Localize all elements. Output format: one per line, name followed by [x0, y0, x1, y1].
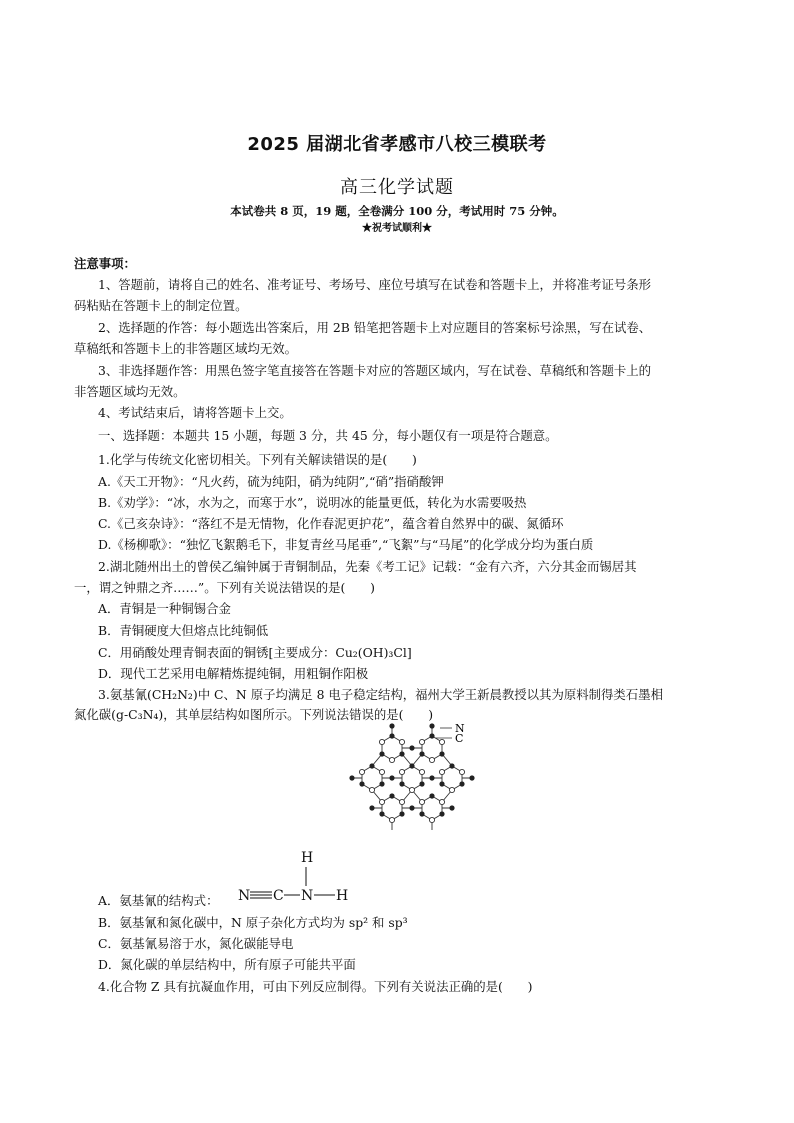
exam-wish: ★祝考试顺利★ [362, 223, 432, 234]
q2-option-c: C．用硝酸处理青铜表面的铜锈[主要成分：Cu₂(OH)₃Cl] [98, 645, 412, 660]
q3-stem-line-1: 3.氨基氰(CH₂N₂)中 C、N 原子均满足 8 电子稳定结构，福州大学王新晨教授以其为原料制得类石墨相 [98, 687, 663, 702]
q2-stem-line-2: 一，谓之钟鼎之齐……”。下列有关说法错误的是( ) [74, 580, 375, 595]
note-1-line-2: 码粘贴在答题卡上的制定位置。 [74, 298, 248, 313]
q2-option-b: B．青铜硬度大但熔点比纯铜低 [98, 623, 269, 638]
q2-option-a: A．青铜是一种铜锡合金 [98, 601, 231, 616]
q1-option-b: B.《劝学》：“冰，水为之，而寒于水”，说明冰的能量更低，转化为水需要吸热 [98, 495, 527, 510]
note-1-line-1: 1、答题前，请将自己的姓名、准考证号、考场号、座位号填写在试卷和答题卡上，并将准考证号条形 [98, 277, 652, 292]
q3-option-c: C．氨基氰易溶于水，氮化碳能导电 [98, 936, 294, 951]
note-2-line-2: 草稿纸和答题卡上的非答题区域均无效。 [74, 341, 298, 356]
q3-option-a: A．氨基氰的结构式： [98, 893, 219, 908]
q1-option-d: D.《杨柳歌》：“独忆飞絮鹅毛下，非复青丝马尾垂”,“飞絮”与“马尾”的化学成分均为蛋白质 [98, 537, 594, 552]
exam-title: 2025 届湖北省孝感市八校三模联考 [247, 134, 547, 155]
notes-heading: 注意事项： [74, 256, 136, 271]
q1-stem: 1.化学与传统文化密切相关。下列有关解读错误的是( ) [98, 452, 417, 467]
section-heading: 一、选择题：本题共 15 小题，每题 3 分，共 45 分，每小题仅有一项是符合题意。 [98, 428, 558, 443]
exam-subtitle: 高三化学试题 [340, 177, 454, 198]
formula-c: C [273, 888, 284, 904]
q1-option-c: C.《己亥杂诗》：“落红不是无情物，化作春泥更护花”，蕴含着自然界中的碳、氮循环 [98, 516, 564, 531]
note-4: 4、考试结束后，请将答题卡上交。 [98, 405, 292, 420]
formula-n-left: N [238, 888, 251, 904]
note-2-line-1: 2、选择题的作答：每小题选出答案后，用 2B 铅笔把答题卡上对应题目的答案标号涂黑，写在试卷、 [98, 320, 652, 335]
note-3-line-1: 3、非选择题作答：用黑色签字笔直接答在答题卡对应的答题区域内，写在试卷、草稿纸和答题卡上的 [98, 363, 652, 378]
note-3-line-2: 非答题区域均无效。 [74, 384, 186, 399]
q1-option-a: A.《天工开物》：“凡火药，硫为纯阳，硝为纯阴”,“硝”指硝酸钾 [98, 474, 444, 489]
q3-stem-line-2: 氮化碳(g-C₃N₄)，其单层结构如图所示。下列说法错误的是( ) [74, 707, 434, 722]
q2-stem-line-1: 2.湖北随州出土的曾侯乙编钟属于青铜制品，先秦《考工记》记载：“金有六齐，六分其金而锡居其 [98, 559, 637, 574]
legend-c-label: C [455, 732, 464, 745]
g-c3n4-structure-diagram [344, 716, 484, 840]
formula-n-right: N [301, 888, 314, 904]
formula-h-top: H [301, 850, 314, 866]
formula-h-right: H [336, 888, 349, 904]
q3-option-d: D．氮化碳的单层结构中，所有原子可能共平面 [98, 957, 356, 972]
legend-n-label: N [455, 722, 465, 735]
q2-option-d: D．现代工艺采用电解精炼提纯铜，用粗铜作阳极 [98, 666, 369, 681]
exam-info: 本试卷共 8 页，19 题，全卷满分 100 分，考试用时 75 分钟。 [230, 204, 564, 218]
q4-stem: 4.化合物 Z 具有抗凝血作用，可由下列反应制得。下列有关说法正确的是( ) [98, 979, 533, 994]
q3-option-b: B．氨基氰和氮化碳中，N 原子杂化方式均为 sp² 和 sp³ [98, 915, 408, 930]
